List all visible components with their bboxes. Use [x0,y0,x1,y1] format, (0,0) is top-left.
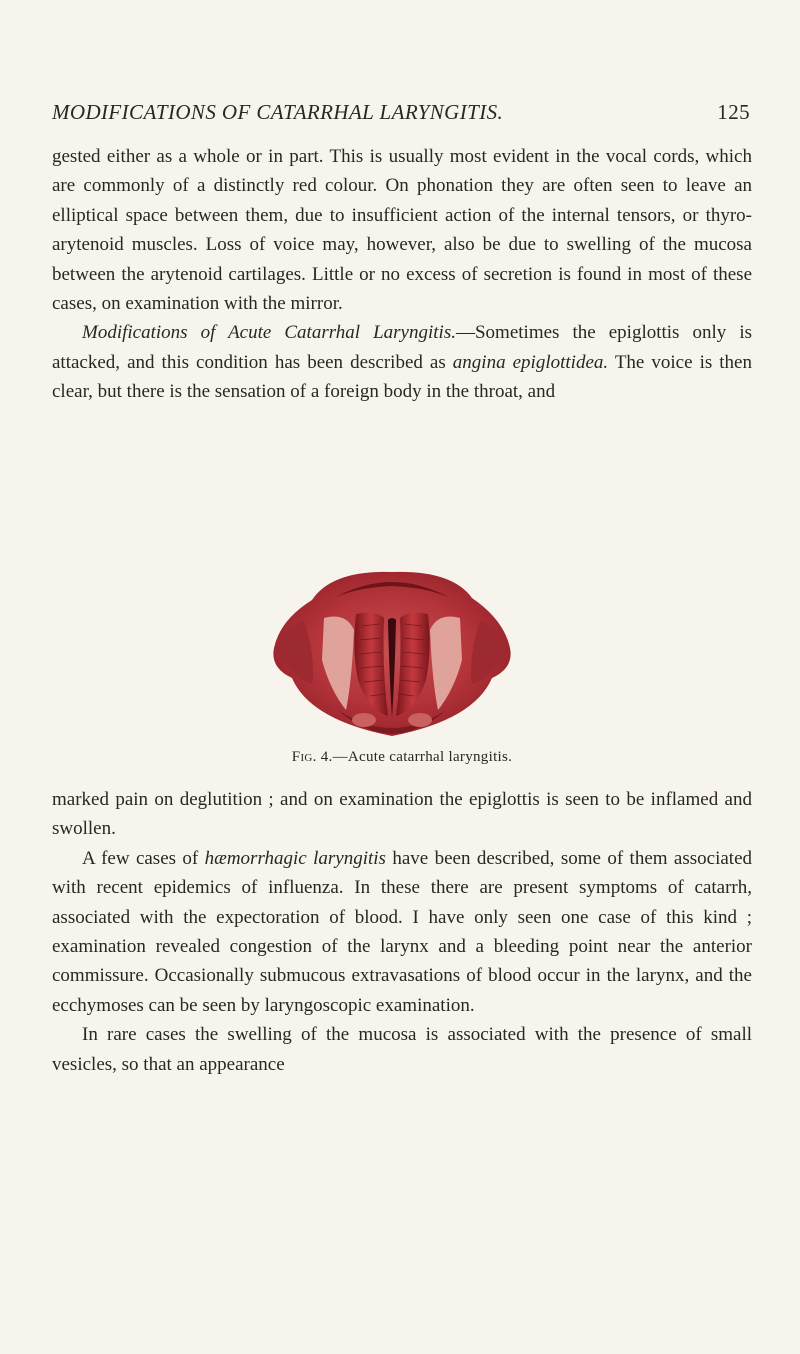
section-heading: Modifications of Acute Catarrhal Laryngitis. [82,322,456,344]
page-number: 125 [717,100,750,124]
latin-term: angina epiglottidea. [452,351,609,373]
paragraph-continued: gested either as a whole or in part. This is usually most evident in the vocal cords, which are commonly of a distinctly red colour. On phonation they are often seen to leave an elliptical space between them, due to insufficient action of the internal tensors, or thyro-arytenoid muscles. Loss of voice may, however, also be due to swelling of the mucosa between the arytenoid cartilages. Little or no excess of secretion is found in most of these cases, on examination with the mirror. [52,146,752,315]
paragraph-vesicles: In rare cases the swelling of the mucosa is associated with the presence of small vesicles, so that an appearance [52,1024,752,1075]
larynx-illustration [242,560,542,745]
figure-label: Fig. 4. [291,749,333,765]
running-head [52,100,752,130]
latin-term: hæmorrhagic laryngitis [204,847,386,869]
paragraph-haemorrhagic [52,844,752,1020]
paragraph-text: The voice is then clear, but there is the sensation of a foreign body in the throat, and [52,351,752,403]
paragraph-modifications [52,318,752,406]
body-text-upper [52,142,752,407]
arytenoid-left [352,713,376,727]
body-text-lower [52,785,752,1079]
figure-caption [52,749,752,766]
paragraph-continued: marked pain on deglutition ; and on examination the epiglottis is seen to be inflamed and swollen. [52,789,752,840]
running-head-title: MODIFICATIONS OF CATARRHAL LARYNGITIS. [52,100,504,124]
paragraph-text: —Sometimes the epiglottis only is attacked, and this condition has been described as [52,322,752,373]
paragraph-text: A few cases of [82,847,205,869]
figure-caption-text: —Acute catarrhal laryngitis. [332,749,513,765]
arytenoid-right [408,713,432,727]
paragraph-text: have been described, some of them associated with recent epidemics of influenza. In these there are present symptoms of catarrh, associated with the expectoration of blood. I have only seen one case of this kind ; examination revealed congestion of the larynx and a bleeding point near the anterior commissure. Occasionally submucous extravasations of blood occur in the larynx, and the ecchymoses can be seen by laryngoscopic examination. [52,847,752,1016]
book-page [52,0,752,1354]
